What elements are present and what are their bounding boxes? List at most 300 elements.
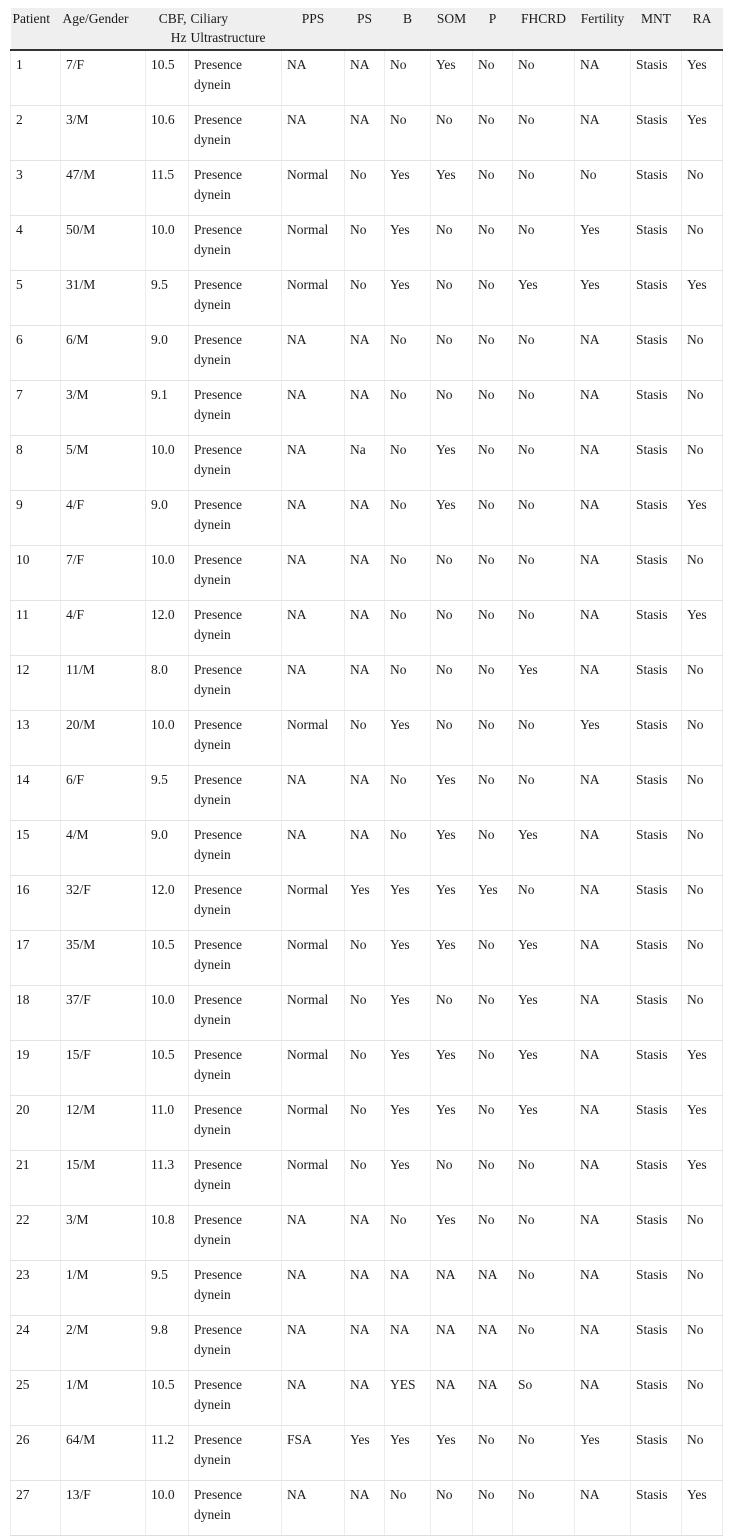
cell-ra: No	[682, 161, 723, 216]
cell-som: Yes	[431, 161, 473, 216]
table-row	[11, 711, 723, 766]
header-cbf-line1: CBF,	[158, 11, 187, 26]
cell-ciliary-ultrastructure	[189, 876, 282, 931]
cell-ciliary-ultrastructure	[189, 986, 282, 1041]
ultrastructure-line2: dynein	[194, 1177, 231, 1192]
cell-patient: 15	[11, 821, 61, 876]
cell-mnt: Stasis	[631, 1041, 682, 1096]
cell-ciliary-ultrastructure	[189, 216, 282, 271]
cell-cbf: 9.0	[146, 821, 189, 876]
cell-fhcrd: No	[513, 1481, 575, 1536]
cell-fhcrd: Yes	[513, 1041, 575, 1096]
cell-ps: NA	[345, 326, 385, 381]
ultrastructure-line1: Presence	[194, 937, 242, 952]
cell-ra: No	[682, 876, 723, 931]
ultrastructure-line2: dynein	[194, 1232, 231, 1247]
cell-age-gender: 32/F	[61, 876, 146, 931]
cell-p: No	[473, 491, 513, 546]
cell-ciliary-ultrastructure	[189, 326, 282, 381]
cell-fertility: NA	[575, 546, 631, 601]
ultrastructure-line1: Presence	[194, 442, 242, 457]
cell-fhcrd: No	[513, 711, 575, 766]
cell-cbf: 9.5	[146, 271, 189, 326]
cell-som: NA	[431, 1261, 473, 1316]
cell-som: No	[431, 1151, 473, 1206]
cell-ciliary-ultrastructure	[189, 1371, 282, 1426]
ultrastructure-line1: Presence	[194, 1377, 242, 1392]
cell-b: Yes	[385, 876, 431, 931]
cell-cbf: 10.0	[146, 986, 189, 1041]
cell-p: No	[473, 161, 513, 216]
cell-som: Yes	[431, 436, 473, 491]
cell-ra: No	[682, 1371, 723, 1426]
cell-ciliary-ultrastructure	[189, 931, 282, 986]
cell-cbf: 9.0	[146, 491, 189, 546]
cell-age-gender: 15/M	[61, 1151, 146, 1206]
cell-cbf: 9.5	[146, 766, 189, 821]
table-row	[11, 1481, 723, 1536]
cell-ra: Yes	[682, 50, 723, 106]
ultrastructure-line2: dynein	[194, 1122, 231, 1137]
cell-fertility: No	[575, 161, 631, 216]
cell-ra: Yes	[682, 106, 723, 161]
cell-patient: 18	[11, 986, 61, 1041]
cell-som: Yes	[431, 766, 473, 821]
cell-fhcrd: No	[513, 1316, 575, 1371]
cell-age-gender: 12/M	[61, 1096, 146, 1151]
cell-fhcrd: No	[513, 876, 575, 931]
cell-mnt: Stasis	[631, 601, 682, 656]
cell-patient: 8	[11, 436, 61, 491]
cell-b: Yes	[385, 271, 431, 326]
cell-pps: NA	[282, 821, 345, 876]
cell-ra: No	[682, 821, 723, 876]
cell-age-gender: 3/M	[61, 381, 146, 436]
cell-age-gender: 50/M	[61, 216, 146, 271]
cell-pps: NA	[282, 436, 345, 491]
cell-p: No	[473, 821, 513, 876]
cell-p: Yes	[473, 876, 513, 931]
table-row	[11, 546, 723, 601]
header-b: B	[385, 8, 431, 50]
cell-fertility: Yes	[575, 711, 631, 766]
table-row	[11, 766, 723, 821]
cell-ciliary-ultrastructure	[189, 1151, 282, 1206]
cell-p: No	[473, 931, 513, 986]
ultrastructure-line2: dynein	[194, 462, 231, 477]
cell-patient: 14	[11, 766, 61, 821]
cell-fertility: NA	[575, 1151, 631, 1206]
header-mnt: MNT	[631, 8, 682, 50]
cell-som: No	[431, 546, 473, 601]
cell-ps: No	[345, 1041, 385, 1096]
table-row	[11, 931, 723, 986]
cell-patient: 24	[11, 1316, 61, 1371]
cell-fhcrd: No	[513, 1261, 575, 1316]
cell-p: No	[473, 1096, 513, 1151]
cell-mnt: Stasis	[631, 986, 682, 1041]
cell-mnt: Stasis	[631, 1151, 682, 1206]
cell-fhcrd: No	[513, 50, 575, 106]
ultrastructure-line2: dynein	[194, 517, 231, 532]
cell-p: No	[473, 601, 513, 656]
cell-p: No	[473, 1206, 513, 1261]
cell-ciliary-ultrastructure	[189, 161, 282, 216]
table-row	[11, 326, 723, 381]
cell-ps: NA	[345, 601, 385, 656]
cell-ra: No	[682, 326, 723, 381]
cell-ciliary-ultrastructure	[189, 1096, 282, 1151]
cell-ra: Yes	[682, 1151, 723, 1206]
header-cbf	[146, 8, 189, 50]
cell-fertility: NA	[575, 931, 631, 986]
cell-fertility: NA	[575, 436, 631, 491]
cell-pps: Normal	[282, 931, 345, 986]
cell-ps: NA	[345, 1481, 385, 1536]
cell-ps: NA	[345, 546, 385, 601]
cell-b: YES	[385, 1371, 431, 1426]
ultrastructure-line1: Presence	[194, 57, 242, 72]
cell-p: No	[473, 546, 513, 601]
cell-pps: NA	[282, 1371, 345, 1426]
cell-patient: 10	[11, 546, 61, 601]
cell-b: No	[385, 766, 431, 821]
cell-patient: 12	[11, 656, 61, 711]
cell-p: No	[473, 216, 513, 271]
cell-fertility: NA	[575, 766, 631, 821]
cell-cbf: 9.8	[146, 1316, 189, 1371]
cell-ra: No	[682, 986, 723, 1041]
cell-patient: 11	[11, 601, 61, 656]
cell-fhcrd: No	[513, 1426, 575, 1481]
ultrastructure-line2: dynein	[194, 1342, 231, 1357]
cell-p: NA	[473, 1371, 513, 1426]
cell-mnt: Stasis	[631, 491, 682, 546]
cell-age-gender: 4/F	[61, 491, 146, 546]
cell-p: No	[473, 656, 513, 711]
ultrastructure-line2: dynein	[194, 1507, 231, 1522]
cell-pps: Normal	[282, 216, 345, 271]
ultrastructure-line1: Presence	[194, 1267, 242, 1282]
cell-age-gender: 37/F	[61, 986, 146, 1041]
cell-fertility: NA	[575, 381, 631, 436]
cell-pps: NA	[282, 766, 345, 821]
header-patient: Patient	[11, 8, 61, 50]
cell-mnt: Stasis	[631, 326, 682, 381]
cell-som: No	[431, 271, 473, 326]
cell-som: Yes	[431, 491, 473, 546]
cell-p: No	[473, 986, 513, 1041]
cell-fertility: NA	[575, 986, 631, 1041]
cell-mnt: Stasis	[631, 1316, 682, 1371]
cell-ciliary-ultrastructure	[189, 821, 282, 876]
cell-p: No	[473, 271, 513, 326]
cell-patient: 23	[11, 1261, 61, 1316]
cell-som: NA	[431, 1371, 473, 1426]
cell-ra: No	[682, 546, 723, 601]
cell-b: Yes	[385, 986, 431, 1041]
cell-age-gender: 47/M	[61, 161, 146, 216]
table-row	[11, 821, 723, 876]
cell-ps: NA	[345, 381, 385, 436]
cell-p: No	[473, 1041, 513, 1096]
cell-pps: NA	[282, 1261, 345, 1316]
cell-pps: FSA	[282, 1426, 345, 1481]
table-row	[11, 656, 723, 711]
cell-age-gender: 3/M	[61, 106, 146, 161]
cell-age-gender: 4/M	[61, 821, 146, 876]
cell-som: No	[431, 106, 473, 161]
ultrastructure-line1: Presence	[194, 1157, 242, 1172]
cell-ra: No	[682, 1316, 723, 1371]
table-row	[11, 216, 723, 271]
ultrastructure-line2: dynein	[194, 77, 231, 92]
cell-som: Yes	[431, 1426, 473, 1481]
cell-som: No	[431, 1481, 473, 1536]
cell-b: Yes	[385, 1426, 431, 1481]
cell-fhcrd: Yes	[513, 931, 575, 986]
cell-patient: 26	[11, 1426, 61, 1481]
cell-ra: Yes	[682, 1096, 723, 1151]
cell-pps: NA	[282, 1206, 345, 1261]
cell-mnt: Stasis	[631, 1426, 682, 1481]
cell-ps: NA	[345, 766, 385, 821]
cell-patient: 13	[11, 711, 61, 766]
cell-ps: No	[345, 711, 385, 766]
cell-age-gender: 7/F	[61, 50, 146, 106]
cell-som: Yes	[431, 931, 473, 986]
header-p: P	[473, 8, 513, 50]
cell-cbf: 11.5	[146, 161, 189, 216]
header-row	[11, 8, 723, 50]
cell-ps: NA	[345, 1206, 385, 1261]
cell-pps: Normal	[282, 711, 345, 766]
cell-pps: Normal	[282, 271, 345, 326]
cell-ra: No	[682, 1261, 723, 1316]
cell-ra: No	[682, 711, 723, 766]
cell-mnt: Stasis	[631, 766, 682, 821]
cell-mnt: Stasis	[631, 1206, 682, 1261]
cell-ra: Yes	[682, 491, 723, 546]
cell-cbf: 12.0	[146, 601, 189, 656]
cell-ra: No	[682, 436, 723, 491]
table-row	[11, 106, 723, 161]
cell-age-gender: 7/F	[61, 546, 146, 601]
cell-pps: NA	[282, 601, 345, 656]
cell-som: No	[431, 986, 473, 1041]
table-row	[11, 1371, 723, 1426]
cell-patient: 27	[11, 1481, 61, 1536]
ultrastructure-line2: dynein	[194, 1397, 231, 1412]
cell-mnt: Stasis	[631, 106, 682, 161]
cell-patient: 9	[11, 491, 61, 546]
ultrastructure-line2: dynein	[194, 297, 231, 312]
cell-ps: NA	[345, 491, 385, 546]
cell-cbf: 10.0	[146, 1481, 189, 1536]
ultrastructure-line2: dynein	[194, 847, 231, 862]
cell-b: Yes	[385, 931, 431, 986]
cell-age-gender: 20/M	[61, 711, 146, 766]
ultrastructure-line1: Presence	[194, 992, 242, 1007]
ultrastructure-line2: dynein	[194, 737, 231, 752]
cell-patient: 22	[11, 1206, 61, 1261]
cell-age-gender: 3/M	[61, 1206, 146, 1261]
cell-som: Yes	[431, 1096, 473, 1151]
cell-ps: NA	[345, 50, 385, 106]
cell-fertility: NA	[575, 50, 631, 106]
cell-age-gender: 6/F	[61, 766, 146, 821]
cell-ciliary-ultrastructure	[189, 491, 282, 546]
cell-b: No	[385, 491, 431, 546]
cell-mnt: Stasis	[631, 1096, 682, 1151]
cell-patient: 6	[11, 326, 61, 381]
cell-ciliary-ultrastructure	[189, 1041, 282, 1096]
ultrastructure-line2: dynein	[194, 957, 231, 972]
header-age-gender: Age/Gender	[61, 8, 146, 50]
cell-fhcrd: Yes	[513, 986, 575, 1041]
cell-pps: NA	[282, 1316, 345, 1371]
cell-ra: Yes	[682, 601, 723, 656]
table-row	[11, 876, 723, 931]
ultrastructure-line2: dynein	[194, 572, 231, 587]
cell-mnt: Stasis	[631, 821, 682, 876]
cell-fertility: NA	[575, 601, 631, 656]
cell-pps: NA	[282, 381, 345, 436]
table-row	[11, 161, 723, 216]
header-som: SOM	[431, 8, 473, 50]
cell-b: No	[385, 1481, 431, 1536]
cell-fertility: NA	[575, 656, 631, 711]
header-ra: RA	[682, 8, 723, 50]
cell-ra: No	[682, 766, 723, 821]
cell-b: No	[385, 601, 431, 656]
cell-cbf: 11.0	[146, 1096, 189, 1151]
ultrastructure-line1: Presence	[194, 772, 242, 787]
cell-fhcrd: No	[513, 106, 575, 161]
cell-b: NA	[385, 1316, 431, 1371]
cell-cbf: 10.0	[146, 216, 189, 271]
ultrastructure-line1: Presence	[194, 552, 242, 567]
cell-ciliary-ultrastructure	[189, 656, 282, 711]
ultrastructure-line1: Presence	[194, 882, 242, 897]
cell-som: No	[431, 216, 473, 271]
cell-fertility: Yes	[575, 1426, 631, 1481]
ultrastructure-line1: Presence	[194, 387, 242, 402]
cell-cbf: 10.5	[146, 1041, 189, 1096]
cell-mnt: Stasis	[631, 876, 682, 931]
cell-b: No	[385, 546, 431, 601]
cell-patient: 2	[11, 106, 61, 161]
cell-mnt: Stasis	[631, 931, 682, 986]
ultrastructure-line1: Presence	[194, 222, 242, 237]
header-pps: PPS	[282, 8, 345, 50]
cell-b: Yes	[385, 216, 431, 271]
cell-ps: No	[345, 271, 385, 326]
ultrastructure-line1: Presence	[194, 332, 242, 347]
cell-cbf: 10.0	[146, 546, 189, 601]
cell-ps: No	[345, 1151, 385, 1206]
header-fhcrd: FHCRD	[513, 8, 575, 50]
table-row	[11, 601, 723, 656]
cell-ciliary-ultrastructure	[189, 436, 282, 491]
cell-patient: 7	[11, 381, 61, 436]
cell-age-gender: 64/M	[61, 1426, 146, 1481]
cell-ps: No	[345, 986, 385, 1041]
cell-patient: 4	[11, 216, 61, 271]
cell-mnt: Stasis	[631, 161, 682, 216]
ultrastructure-line1: Presence	[194, 827, 242, 842]
ultrastructure-line1: Presence	[194, 277, 242, 292]
ultrastructure-line1: Presence	[194, 112, 242, 127]
cell-som: No	[431, 326, 473, 381]
cell-b: No	[385, 106, 431, 161]
cell-ra: No	[682, 1206, 723, 1261]
cell-patient: 3	[11, 161, 61, 216]
cell-b: No	[385, 1206, 431, 1261]
table-row	[11, 1096, 723, 1151]
cell-fertility: NA	[575, 1206, 631, 1261]
ultrastructure-line2: dynein	[194, 1287, 231, 1302]
ultrastructure-line1: Presence	[194, 1212, 242, 1227]
cell-fhcrd: No	[513, 491, 575, 546]
cell-age-gender: 35/M	[61, 931, 146, 986]
table-row	[11, 491, 723, 546]
cell-ra: No	[682, 1426, 723, 1481]
ultrastructure-line2: dynein	[194, 792, 231, 807]
cell-ciliary-ultrastructure	[189, 546, 282, 601]
cell-ps: No	[345, 1096, 385, 1151]
ultrastructure-line2: dynein	[194, 407, 231, 422]
cell-cbf: 11.2	[146, 1426, 189, 1481]
cell-fhcrd: Yes	[513, 656, 575, 711]
cell-fhcrd: No	[513, 1151, 575, 1206]
ultrastructure-line2: dynein	[194, 1012, 231, 1027]
table-row	[11, 1041, 723, 1096]
cell-p: No	[473, 436, 513, 491]
cell-fertility: NA	[575, 1261, 631, 1316]
cell-fhcrd: No	[513, 766, 575, 821]
table-row	[11, 381, 723, 436]
cell-cbf: 9.1	[146, 381, 189, 436]
ultrastructure-line1: Presence	[194, 497, 242, 512]
cell-pps: NA	[282, 326, 345, 381]
cell-b: No	[385, 821, 431, 876]
cell-cbf: 10.5	[146, 1371, 189, 1426]
ultrastructure-line2: dynein	[194, 682, 231, 697]
ultrastructure-line2: dynein	[194, 242, 231, 257]
cell-b: No	[385, 656, 431, 711]
cell-ps: No	[345, 216, 385, 271]
cell-b: No	[385, 326, 431, 381]
cell-mnt: Stasis	[631, 546, 682, 601]
cell-p: No	[473, 106, 513, 161]
cell-b: Yes	[385, 711, 431, 766]
cell-pps: NA	[282, 656, 345, 711]
cell-fhcrd: No	[513, 546, 575, 601]
cell-p: No	[473, 381, 513, 436]
table-row	[11, 1206, 723, 1261]
ultrastructure-line1: Presence	[194, 1432, 242, 1447]
cell-p: No	[473, 1151, 513, 1206]
cell-ps: Yes	[345, 1426, 385, 1481]
table-row	[11, 271, 723, 326]
cell-mnt: Stasis	[631, 1481, 682, 1536]
ultrastructure-line1: Presence	[194, 1487, 242, 1502]
cell-som: Yes	[431, 876, 473, 931]
cell-p: No	[473, 326, 513, 381]
ultrastructure-line1: Presence	[194, 167, 242, 182]
cell-p: No	[473, 711, 513, 766]
